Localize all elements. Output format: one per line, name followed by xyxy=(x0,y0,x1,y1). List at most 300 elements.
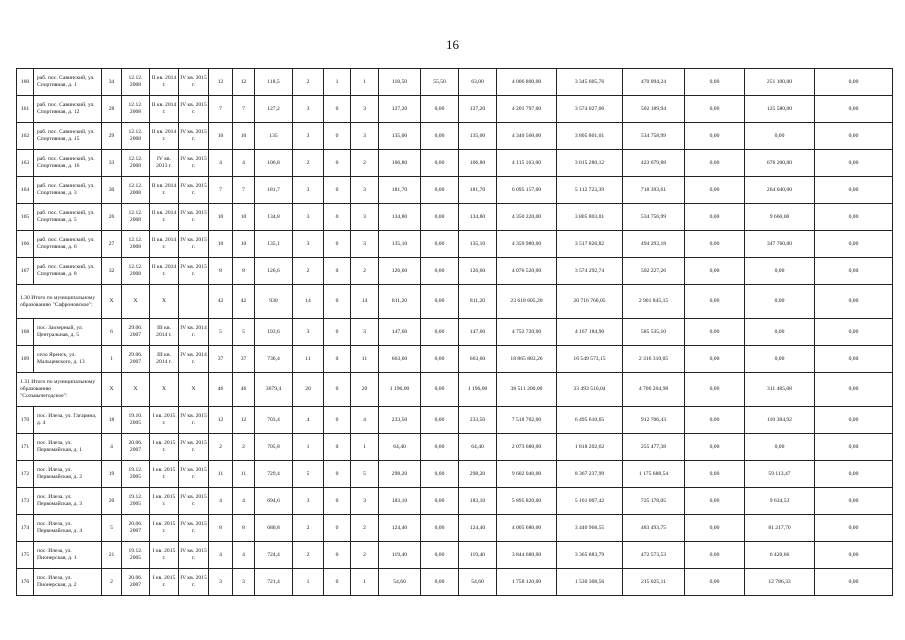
table-cell: 106,80 xyxy=(459,150,497,177)
table-cell: 12 786,33 xyxy=(745,569,815,596)
table-cell: 19.12. 2005 xyxy=(122,542,150,569)
table-cell: 2 xyxy=(293,150,324,177)
address-cell: раб. пос. Савинский, ул. Спортивная, д. 1 xyxy=(34,69,102,96)
table-cell: 3 015 280,12 xyxy=(557,150,623,177)
table-cell: 3 574 027,06 xyxy=(557,96,623,123)
table-cell: 4 005 680,00 xyxy=(497,515,557,542)
table-cell: 311 485,08 xyxy=(745,373,815,407)
table-cell: 28 xyxy=(102,96,122,123)
table-cell: 2 xyxy=(351,258,379,285)
table-row xyxy=(17,569,893,596)
table-cell: 0,00 xyxy=(421,285,459,319)
table-cell: 0 xyxy=(324,150,351,177)
table-cell: 1 xyxy=(293,434,324,461)
table-cell: 12 xyxy=(233,69,255,96)
table-cell: 0,00 xyxy=(421,177,459,204)
table-cell: 5 xyxy=(233,319,255,346)
table-cell: 18 xyxy=(102,407,122,434)
table-cell: 10 xyxy=(209,231,233,258)
table-cell: 0 xyxy=(324,258,351,285)
table-cell: 30 xyxy=(102,177,122,204)
table-cell: 175 xyxy=(17,542,34,569)
table-cell: 0,00 xyxy=(685,96,745,123)
table-cell: IV кв. 2015 г. xyxy=(179,96,209,123)
table-row xyxy=(17,123,893,150)
table-cell: 0,00 xyxy=(815,542,893,569)
table-cell: 5 xyxy=(209,319,233,346)
table-cell: 3 xyxy=(293,231,324,258)
table-cell: 42 xyxy=(209,285,233,319)
table-cell: 16 549 573,15 xyxy=(557,346,623,373)
table-cell: 119,40 xyxy=(379,542,421,569)
table-cell: 3 365 883,79 xyxy=(557,542,623,569)
table-cell: IV кв. 2015 г. xyxy=(179,434,209,461)
table-cell: 110 384,92 xyxy=(745,407,815,434)
table-cell: 1 xyxy=(351,434,379,461)
table-cell: 0,00 xyxy=(815,407,893,434)
table-cell: 3 517 826,82 xyxy=(557,231,623,258)
table-cell: 10 xyxy=(233,123,255,150)
table-cell: 37 xyxy=(209,346,233,373)
table-cell: 6 495 610,65 xyxy=(557,407,623,434)
table-cell: 725 178,05 xyxy=(623,488,685,515)
table-cell: 26 xyxy=(102,204,122,231)
table-cell: 3 xyxy=(351,488,379,515)
table-cell: 0 xyxy=(324,123,351,150)
table-cell xyxy=(179,285,209,319)
table-cell: 29.06. 2007 xyxy=(122,346,150,373)
table-cell: 1 175 688,54 xyxy=(623,461,685,488)
table-cell: 0 xyxy=(324,204,351,231)
address-cell: раб. пос. Савинский, ул. Спортивная, д. 12 xyxy=(34,96,102,123)
table-cell: I кв. 2015 г. xyxy=(150,461,179,488)
table-cell: 2 xyxy=(351,515,379,542)
table-row xyxy=(17,96,893,123)
table-cell: 0,00 xyxy=(815,231,893,258)
table-cell: 46 xyxy=(209,373,233,407)
address-cell: раб. пос. Савинский, ул. Спортивная, д. 3 xyxy=(34,177,102,204)
table-cell: 29 xyxy=(102,123,122,150)
table-cell: 0,00 xyxy=(685,515,745,542)
table-cell: 135,00 xyxy=(459,123,497,150)
table-cell: 0 xyxy=(324,96,351,123)
table-cell: 2 xyxy=(233,434,255,461)
table-cell: 7 xyxy=(233,96,255,123)
table-cell: 0,00 xyxy=(815,434,893,461)
address-cell: пос. Илеза, ул. Первомайская, д. 3 xyxy=(34,488,102,515)
table-cell: 930 xyxy=(255,285,293,319)
table-cell: 2 xyxy=(102,569,122,596)
table-cell: 6 420,66 xyxy=(745,542,815,569)
table-cell: 9 660,00 xyxy=(745,204,815,231)
table-cell: 494 293,18 xyxy=(623,231,685,258)
table-cell: 0,00 xyxy=(685,569,745,596)
table-cell: 2 xyxy=(351,542,379,569)
table-cell: 0,00 xyxy=(815,204,893,231)
table-cell: 1 196,00 xyxy=(379,373,421,407)
table-cell: 23 618 605,20 xyxy=(497,285,557,319)
table-cell: 0 xyxy=(324,407,351,434)
table-cell: 233,50 xyxy=(379,407,421,434)
table-cell: 3 xyxy=(351,319,379,346)
table-cell: 0,00 xyxy=(421,515,459,542)
table-cell: 12.12. 2008 xyxy=(122,150,150,177)
table-cell: 164 xyxy=(17,177,34,204)
table-cell: 703,4 xyxy=(255,407,293,434)
table-cell: 233,50 xyxy=(459,407,497,434)
table-cell: 127,20 xyxy=(379,96,421,123)
table-cell: 4 xyxy=(233,488,255,515)
table-cell: 663,60 xyxy=(459,346,497,373)
table-cell: 170 xyxy=(17,407,34,434)
table-cell: 3 345 605,76 xyxy=(557,69,623,96)
table-cell: 2 xyxy=(293,69,324,96)
table-cell: II кв. 2014 г. xyxy=(150,177,179,204)
table-cell: 3 xyxy=(293,319,324,346)
table-cell: 147,60 xyxy=(379,319,421,346)
table-cell: 4 340 560,00 xyxy=(497,123,557,150)
table-row xyxy=(17,69,893,96)
table-cell: 0,00 xyxy=(421,204,459,231)
table-cell: 27 xyxy=(102,231,122,258)
table-cell: 0 xyxy=(324,285,351,319)
table-cell: 0,00 xyxy=(421,96,459,123)
table-cell: 0,00 xyxy=(745,123,815,150)
table-cell: 251 100,00 xyxy=(745,69,815,96)
table-cell: 12 xyxy=(209,69,233,96)
address-cell: раб. пос. Савинский, ул. Спортивная, д. 6 xyxy=(34,231,102,258)
table-cell: 160 xyxy=(17,69,34,96)
table-cell: 1 758 120,00 xyxy=(497,569,557,596)
table-cell: 0,00 xyxy=(421,407,459,434)
table-cell: 135,10 xyxy=(379,231,421,258)
table-cell: 20 xyxy=(293,373,324,407)
table-cell: 705,8 xyxy=(255,434,293,461)
table-cell: 19.10. 2005 xyxy=(122,407,150,434)
table-cell: 0,00 xyxy=(685,204,745,231)
table-cell: 1 xyxy=(324,69,351,96)
table-cell: 0,00 xyxy=(421,319,459,346)
table-cell: IV кв. 2015 г. xyxy=(179,461,209,488)
table-row xyxy=(17,434,893,461)
table-cell: II кв. 2014 г. xyxy=(150,69,179,96)
table-cell: 19.12. 2005 xyxy=(122,461,150,488)
table-cell: 0 xyxy=(324,569,351,596)
address-cell: пос. Илеза, ул. Пионерская, д. 2 xyxy=(34,569,102,596)
table-cell: 3 xyxy=(351,231,379,258)
table-cell: 2 073 680,00 xyxy=(497,434,557,461)
table-cell: 12.12. 2008 xyxy=(122,231,150,258)
table-cell: 3 xyxy=(209,569,233,596)
table-cell: 264 040,00 xyxy=(745,177,815,204)
table-cell: 14 xyxy=(351,285,379,319)
table-cell: 0,00 xyxy=(745,285,815,319)
table-cell: 3 805 801,01 xyxy=(557,123,623,150)
table-cell: 0,00 xyxy=(685,488,745,515)
table-cell: 5 xyxy=(351,461,379,488)
table-cell: 0,00 xyxy=(685,461,745,488)
table-cell: X xyxy=(179,373,209,407)
table-cell: 215 025,11 xyxy=(623,569,685,596)
table-cell: 3 xyxy=(351,123,379,150)
table-total-row xyxy=(17,285,893,319)
table-cell: 0,00 xyxy=(815,69,893,96)
table-cell: 3 xyxy=(233,569,255,596)
table-cell: 3 xyxy=(293,123,324,150)
table-cell: 3 xyxy=(293,96,324,123)
table-cell: IV кв. 2015 г. xyxy=(179,407,209,434)
table-cell: X xyxy=(122,285,150,319)
table-cell: 0,00 xyxy=(745,319,815,346)
table-cell: 106,8 xyxy=(255,150,293,177)
table-cell: 10 xyxy=(233,204,255,231)
table-cell: 0,00 xyxy=(421,569,459,596)
address-cell: пос. Илеза, ул. Гагарина, д. 4 xyxy=(34,407,102,434)
table-cell: 0,00 xyxy=(685,177,745,204)
table-cell: 169 xyxy=(17,346,34,373)
table-cell: 55,50 xyxy=(421,69,459,96)
table-cell: 0,00 xyxy=(745,434,815,461)
table-row xyxy=(17,231,893,258)
table-cell: 0 xyxy=(324,542,351,569)
table-cell: IV кв. 2015 г. xyxy=(179,488,209,515)
table-cell: IV кв. 2015 г. xyxy=(179,231,209,258)
table-cell: 5 xyxy=(293,461,324,488)
table-cell: 2 xyxy=(293,542,324,569)
table-cell: 912 706,43 xyxy=(623,407,685,434)
table-cell: 125 580,00 xyxy=(745,96,815,123)
table-cell: 126,6 xyxy=(255,258,293,285)
address-cell: пос. Илеза, ул. Первомайская, д. 1 xyxy=(34,434,102,461)
table-cell: 4 xyxy=(102,434,122,461)
table-cell: I кв. 2015 г. xyxy=(150,434,179,461)
table-cell: 7 xyxy=(209,96,233,123)
table-row xyxy=(17,542,893,569)
table-cell: 255 477,38 xyxy=(623,434,685,461)
table-cell: 676 200,00 xyxy=(745,150,815,177)
table-cell: 9 602 040,00 xyxy=(497,461,557,488)
table-cell: IV кв. 2015 г. xyxy=(179,123,209,150)
table-cell: 4 350 220,00 xyxy=(497,204,557,231)
table-row xyxy=(17,258,893,285)
table-cell: 0,00 xyxy=(685,150,745,177)
table-cell: 33 xyxy=(102,150,122,177)
table-cell: 3 440 968,55 xyxy=(557,515,623,542)
table-cell: 4 706 204,98 xyxy=(623,373,685,407)
table-cell: 7 518 702,00 xyxy=(497,407,557,434)
table-cell: 181,7 xyxy=(255,177,293,204)
table-cell: II кв. 2014 г. xyxy=(150,204,179,231)
table-cell: 470 094,24 xyxy=(623,69,685,96)
table-cell: IV кв. 2015 г. xyxy=(179,69,209,96)
table-cell: 0,00 xyxy=(685,542,745,569)
table-cell: 298,20 xyxy=(379,461,421,488)
table-cell: 4 752 720,00 xyxy=(497,319,557,346)
table-cell: X xyxy=(122,373,150,407)
table-cell: 12.12. 2008 xyxy=(122,123,150,150)
table-cell: 135 xyxy=(255,123,293,150)
table-cell: 0,00 xyxy=(421,258,459,285)
table-cell: 19 xyxy=(102,461,122,488)
table-cell: 680,8 xyxy=(255,515,293,542)
table-cell: 18 865 883,26 xyxy=(497,346,557,373)
table-cell: 4 006 800,00 xyxy=(497,69,557,96)
table-cell: 0,00 xyxy=(815,569,893,596)
table-cell: 11 xyxy=(293,346,324,373)
table-cell: 0,00 xyxy=(815,177,893,204)
table-cell: IV кв. 2015 г. xyxy=(179,569,209,596)
table-cell: 46 xyxy=(233,373,255,407)
table-cell: 5 161 007,42 xyxy=(557,488,623,515)
table-cell: 7 xyxy=(233,177,255,204)
table-cell: 174 xyxy=(17,515,34,542)
table-row xyxy=(17,407,893,434)
table-row xyxy=(17,177,893,204)
table-cell: II кв. 2014 г. xyxy=(150,123,179,150)
table-cell: 0,00 xyxy=(745,258,815,285)
table-cell: 38 511 200,00 xyxy=(497,373,557,407)
table-cell: 11 xyxy=(233,461,255,488)
table-cell: 4 xyxy=(209,150,233,177)
table-cell: 14 xyxy=(293,285,324,319)
table-cell: 0,00 xyxy=(815,319,893,346)
table-cell: 4 xyxy=(233,150,255,177)
table-cell: 29.06. 2007 xyxy=(122,319,150,346)
table-cell: IV кв. 2015 г. xyxy=(179,177,209,204)
total-label-cell: 1.31 Итого по муниципальному образованию "Сольвычегодское": xyxy=(17,373,102,407)
table-cell: IV кв. 2015 г. xyxy=(179,542,209,569)
table-cell: 124,40 xyxy=(379,515,421,542)
table-cell: I кв. 2015 г. xyxy=(150,488,179,515)
address-cell: село Яренск, ул. Мальцевского, д. 13 xyxy=(34,346,102,373)
table-cell: 347 760,00 xyxy=(745,231,815,258)
table-cell: 0,00 xyxy=(815,285,893,319)
table-cell: 0,00 xyxy=(685,231,745,258)
table-cell: 0,00 xyxy=(421,488,459,515)
table-cell: 20 xyxy=(102,488,122,515)
table-cell: 181,70 xyxy=(379,177,421,204)
table-cell: IV кв. 2015 г. xyxy=(179,258,209,285)
table-cell: 423 679,88 xyxy=(623,150,685,177)
table-cell: 0,00 xyxy=(815,373,893,407)
table-cell: 0,00 xyxy=(685,434,745,461)
table-cell: 118,50 xyxy=(379,69,421,96)
table-cell: 165 xyxy=(17,204,34,231)
table-cell: 126,60 xyxy=(379,258,421,285)
table-cell: 19.12. 2005 xyxy=(122,488,150,515)
table-cell: 483 493,75 xyxy=(623,515,685,542)
table-cell: 9 634,53 xyxy=(745,488,815,515)
table-cell: 183,10 xyxy=(379,488,421,515)
table-cell: 166 xyxy=(17,231,34,258)
table-cell: 0 xyxy=(324,231,351,258)
table-cell: 106,80 xyxy=(379,150,421,177)
table-cell: 127,2 xyxy=(255,96,293,123)
table-cell: 167 xyxy=(17,258,34,285)
table-cell: 1 196,00 xyxy=(459,373,497,407)
housing-program-table xyxy=(16,68,893,596)
table-cell: 0,00 xyxy=(815,488,893,515)
table-cell: 4 359 980,00 xyxy=(497,231,557,258)
table-cell: 176 xyxy=(17,569,34,596)
table-cell: 721,4 xyxy=(255,569,293,596)
table-cell: 163 xyxy=(17,150,34,177)
table-cell: 472 573,53 xyxy=(623,542,685,569)
table-cell: 12 xyxy=(233,407,255,434)
table-cell: 0 xyxy=(324,488,351,515)
table-cell: 134,80 xyxy=(379,204,421,231)
table-cell: 298,20 xyxy=(459,461,497,488)
table-cell: 736,4 xyxy=(255,346,293,373)
table-cell: 37 xyxy=(233,346,255,373)
table-cell: 0,00 xyxy=(685,407,745,434)
table-cell: IV кв. 2014 г. xyxy=(179,319,209,346)
table-cell: 32 xyxy=(102,258,122,285)
table-row xyxy=(17,488,893,515)
table-cell: 8 xyxy=(233,515,255,542)
table-cell: 34 xyxy=(102,69,122,96)
table-cell: 2 xyxy=(293,515,324,542)
table-cell: 1 xyxy=(351,69,379,96)
table-cell: 502 227,26 xyxy=(623,258,685,285)
table-cell: 0,00 xyxy=(815,258,893,285)
table-cell: 2 xyxy=(293,258,324,285)
table-cell: 20 xyxy=(351,373,379,407)
table-cell: 4 115 163,00 xyxy=(497,150,557,177)
table-cell: 134,80 xyxy=(459,204,497,231)
table-cell: 1 xyxy=(293,569,324,596)
table-cell: 0 xyxy=(324,177,351,204)
table-cell: 0,00 xyxy=(815,346,893,373)
table-cell: 0,00 xyxy=(685,69,745,96)
table-cell: 3 xyxy=(351,96,379,123)
table-cell: 81 217,70 xyxy=(745,515,815,542)
address-cell: раб. пос. Савинский, ул. Спортивная, д. 16 xyxy=(34,150,102,177)
table-cell: 0 xyxy=(324,434,351,461)
table-cell: 4 167 184,90 xyxy=(557,319,623,346)
table-cell: 4 xyxy=(293,407,324,434)
table-cell: 0,00 xyxy=(815,461,893,488)
table-cell: II кв. 2014 г. xyxy=(150,258,179,285)
table-cell: 502 189,94 xyxy=(623,96,685,123)
table-cell: X xyxy=(150,285,179,319)
table-cell: 0,00 xyxy=(745,346,815,373)
table-cell: IV кв. 2015 г. xyxy=(179,150,209,177)
table-cell: 8 367 237,99 xyxy=(557,461,623,488)
table-total-row xyxy=(17,373,893,407)
table-cell: 135,10 xyxy=(459,231,497,258)
table-row xyxy=(17,319,893,346)
table-cell: 534 756,99 xyxy=(623,204,685,231)
table-cell: 10 xyxy=(233,231,255,258)
address-cell: пос. Илеза, ул. Пионерская, д. 1 xyxy=(34,542,102,569)
table-row xyxy=(17,461,893,488)
table-cell: 54,60 xyxy=(459,569,497,596)
table-cell: I кв. 2015 г. xyxy=(150,407,179,434)
table-cell: 0,00 xyxy=(815,123,893,150)
table-cell: 135,1 xyxy=(255,231,293,258)
table-cell: IV кв. 2014 г. xyxy=(179,346,209,373)
table-cell: 0,00 xyxy=(685,346,745,373)
table-cell: 0,00 xyxy=(815,150,893,177)
table-row xyxy=(17,150,893,177)
table-cell: 20.06. 2007 xyxy=(122,569,150,596)
table-cell: 12.12. 2008 xyxy=(122,177,150,204)
table-cell: X xyxy=(102,373,122,407)
table-cell: 12.12. 2008 xyxy=(122,69,150,96)
table-cell: 0,00 xyxy=(685,123,745,150)
table-cell: 663,60 xyxy=(379,346,421,373)
